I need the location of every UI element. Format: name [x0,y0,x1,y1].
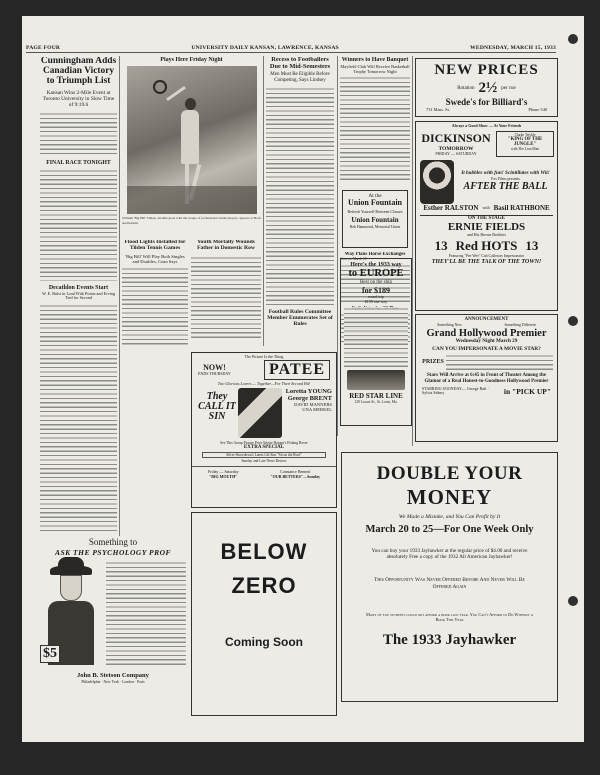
ad-banner: ANNOUNCEMENT [464,317,509,322]
ad-coming: Coming Soon [225,635,303,649]
actress-illustration [420,160,454,204]
theater-name: PATEE [264,360,330,380]
player-arm [166,86,186,101]
ad-tagline: Two Glorious Lovers — Together—For Their Second Hit! [217,380,311,386]
star-name: DAVID MANNERS [294,402,332,408]
ad-when: TOMORROW [438,145,474,152]
article-recess [266,57,334,347]
column-rule [337,56,338,436]
article-winners [340,57,410,187]
ad-extra-special: EXTRA SPECIAL [243,445,285,451]
ad-below-zero [191,512,337,716]
ad-cities: Philadelphia · New York · London · Paris [81,680,145,685]
ad-starring: STARRING SOONDAY— George Raft · Sylvia Sidney [422,385,489,396]
body-text [122,267,188,347]
court-shadow [127,186,257,214]
ad-title: Grand Hollywood Premier [426,327,547,339]
prize-list [446,354,553,370]
couple-illustration [238,388,282,438]
yearbook-name: The 1933 Jayhawker [382,631,517,648]
binder-hole [568,34,578,44]
ad-line: Something Different [504,322,536,327]
ad-hollywood-premier [415,314,558,442]
ad-label: per cue [501,85,516,91]
body-text [191,256,261,341]
ad-featuring: Featuring "Pee Wee" Cab Calloway Impersonator [448,253,525,258]
ad-ends: ENDS THURSDAY [198,370,231,376]
photo-headline: Plays Here Friday Night [160,57,223,63]
headline: Winners to Have Banquet [341,57,409,63]
ad-red-star-europe [340,258,412,426]
film-credit: with The Lion Man [511,146,539,151]
headline: Cunningham Adds Canadian Victory to Triumph List [40,57,117,86]
ad-phone: Phone 540 [528,107,547,112]
ad-when: Friday — Saturday [207,468,239,474]
page-number: PAGE FOUR [26,45,61,51]
ad-line: Here's the 1933 way [350,262,402,268]
ad-title: DOUBLE YOUR [376,463,523,484]
ship-illustration [347,370,405,390]
ad-title: ASK THE PSYCHOLOGY PROF [54,548,172,558]
ad-title: NEW PRICES [434,62,539,78]
subhead: Mayfield Club Will Receive Basketball Trophy Tomorrow Night [340,64,410,75]
ad-slogan: THEY'LL BE THE TALK OF THE TOWN! [431,259,542,266]
body-text [40,169,117,281]
player-head [185,98,196,110]
star-name: Basil RATHBONE [493,203,550,212]
ad-extra: Sunday and Late News Review [241,458,287,463]
tennis-photo [127,66,257,214]
ad-price: for $189 [361,286,391,296]
headline: Recess to Footballers Due to Mid-Semesters [269,57,331,70]
film-title: "KING OF THE JUNGLE" [507,136,543,147]
racket [153,80,167,94]
stage-act: Red HOTS [455,237,518,253]
headline: Way Plans Horse Exchanges [344,252,406,257]
article-youth [191,240,261,352]
article-flood-lights [122,240,188,352]
ad-bubble: It bubbles with fun! Scintillates with Wit! [461,170,550,177]
ad-with: with [482,205,490,210]
ad-line: $139 one way [364,298,388,304]
section-head: FINAL RACE TONIGHT [46,160,111,167]
ad-banner: Always a Good Show — At Your Friends [451,123,522,128]
ad-new-prices [415,58,558,117]
binder-hole [568,316,578,326]
ad-dates: March 20 to 25—For One Week Only [365,524,534,536]
ad-when: FRIDAY — SATURDAY [435,150,477,156]
stage-label: ON THE STAGE [467,215,506,221]
ad-price: $5 [40,645,60,663]
film-title: in "PICK UP" [503,386,551,396]
column-rule [263,56,264,346]
star-name: George BRENT [287,395,332,403]
ad-stetson [40,538,186,716]
ad-stars: Stars Will Arrive at 6:45 in Front of Theater Among the Glamor of a Real Honest-to-Goodness Hollywood Premier [424,373,549,384]
film-title: They CALL IT SIN [198,391,236,423]
ad-tagline: Swede's for Billiard's [445,97,528,107]
ad-offer: This Opportunity Was Never Offered Before And Never Will Be Offered Again [374,577,525,590]
masthead [26,44,556,53]
ad-number: 13 [434,237,448,253]
ad-prizes-label: PRIZES [422,359,444,366]
ad-patee [191,352,337,508]
headline: Youth Mortally Wounds Father in Domestic Row [197,240,255,251]
headline: Decathlon Events Start [48,285,109,292]
star-name: Esther RALSTON [423,203,479,212]
film-title: AFTER THE BALL [463,180,548,192]
binder-hole [568,596,578,606]
ad-label: Rotation [457,85,475,91]
column-rule [412,56,413,446]
ad-line: We Made a Mistake, and You Can Profit by It [398,514,501,520]
man-illustration [40,561,102,669]
ad-title: Union Fountain [351,216,399,225]
newspaper-name: UNIVERSITY DAILY KANSAN, LAWRENCE, KANSAS [191,45,339,51]
film-title: "BIG MOUTH" [209,473,238,479]
subhead: Kansan Wins 2-Mile Event at Toronto University in Slow Time of 9:19.6 [42,89,115,109]
body-text [40,112,117,157]
star-name: UNA MERKEL [302,407,332,413]
film-title: "OUR BETTERS"—Sunday [270,473,321,479]
ad-line: Something New [437,322,462,327]
company-name: John B. Stetson Company [77,672,149,680]
stage-act: ERNIE FIELDS [447,221,526,234]
headline: Flood Lights Installed for Tilden Tennis Games [124,240,186,251]
company-name: RED STAR LINE [349,392,403,401]
ad-line: Something to [88,538,138,547]
ad-address: 731 Mass. St. [426,107,450,112]
ad-extra: See This Group Picture Prior Arlette Hopper's Fishing Rover [220,441,308,446]
ad-double-your-money [341,452,558,702]
player-figure [181,110,199,164]
ad-address: 128 Locust St., St. Louis, Mo. [354,400,398,405]
ad-extra: Silver Showdown's Latest Lilt Star "Sit on the Roof" [202,452,326,458]
headline: Football Rules Committee Member Enumerates Set of Rules [267,308,333,327]
ad-price-sub: round trip [368,294,384,300]
ad-title: to EUROPE [348,268,404,280]
ad-banner: The Picture Is the Thing [244,354,284,359]
subhead: Men Must Be Eligible Before Competing, Says Lindsey [270,72,330,84]
star-name: Loretta YOUNG [285,388,332,396]
ad-presents: Fox Films presents [491,176,520,181]
body-text [344,307,408,367]
ad-question: CAN YOU IMPERSONATE A MOVIE STAR? [432,345,541,352]
ad-body [106,561,186,667]
ad-note: Many of you students could not afford a book last year. You Can't Afford to Do Without a Book This Year [366,611,534,622]
issue-date: WEDNESDAY, MARCH 15, 1933 [470,45,556,51]
ad-number: 13 [525,237,539,253]
column-rule [119,56,120,536]
photo-feature [122,57,261,237]
ad-line: At the [368,193,382,199]
body-text [266,87,334,307]
subhead: W. E. Bulst in Lead With Points and Erving Tied for Second [41,290,116,301]
subhead: 'Big Bill' Will Play Both Singles and Doubles, Coan Says [125,253,185,264]
body-text [340,76,410,181]
dateline: Geneva, March 15 [340,257,367,262]
star-name: Constance Bennett [280,468,311,474]
ad-union-fountain [342,190,408,248]
body-text [40,304,117,534]
ad-now: NOW! [203,362,226,372]
film-credit: Clarke Trivkle [514,132,536,137]
ad-title: Union Fountain [347,198,403,208]
ad-dickinson [415,121,558,311]
ad-body: You can buy your 1933 Jayhawker at the regular price of $4.00 and receive absolutely Free a copy of the 1932 All American Jayhawker! [371,548,528,561]
ad-title: BELOW [220,539,308,564]
stage-act: and His Brown Brothers [467,232,506,238]
ad-when: Wednesday Night March 29 [455,337,518,344]
ad-title: ZERO [231,573,297,598]
ad-title: MONEY [406,485,493,509]
article-cunningham [40,57,117,534]
theater-name: DICKINSON [421,130,491,145]
ad-line: Bob Hammond, Memorial Union [349,224,401,229]
photo-caption: William 'Big Bill' Tilden, all-time great with the troupe of professional tennis players, appears at Hoch Auditorium. [122,216,261,225]
ad-price: 2½ [478,80,498,96]
ad-line: Refresh Yourself Between Classes [347,208,403,214]
ad-line: Best on the ship [359,280,393,286]
